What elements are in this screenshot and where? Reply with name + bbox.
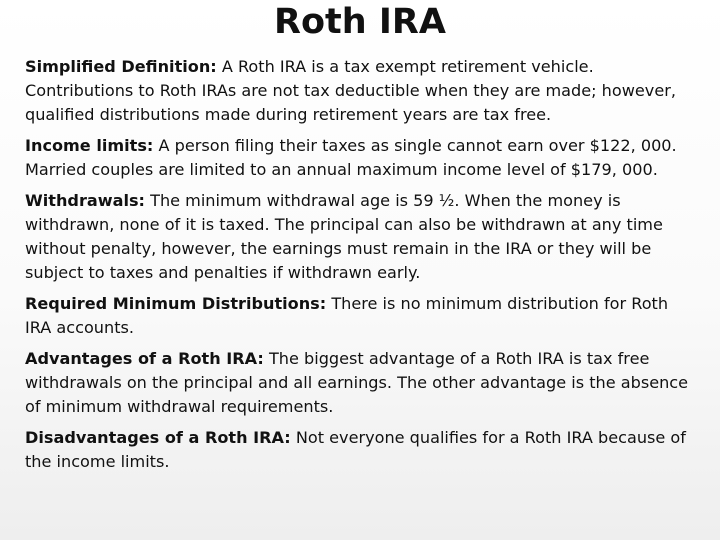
income-limits-text: A person filing their taxes as single cannot earn over $122, 000. Married couples are limited to an annual maximum income level of $179, 000. [25, 136, 677, 179]
rmd-term: Required Minimum Distributions: [25, 294, 327, 313]
disadvantages-paragraph [25, 426, 697, 474]
withdrawals-term: Withdrawals: [25, 191, 145, 210]
definition-text: A Roth IRA is a tax exempt retirement vehicle. Contributions to Roth IRAs are not tax deductible when they are made; however, qualified distributions made during retirement years are tax free. [25, 57, 676, 124]
rmd-paragraph [25, 292, 697, 340]
disadvantages-term: Disadvantages of a Roth IRA: [25, 428, 291, 447]
withdrawals-text: The minimum withdrawal age is 59 ½. When the money is withdrawn, none of it is taxed. The principal can also be withdrawn at any time without penalty, however, the earnings must remain in the IRA or they will be subject to taxes and penalties if withdrawn early. [25, 191, 663, 282]
income-limits-paragraph [25, 134, 697, 182]
definition-paragraph [25, 55, 697, 127]
advantages-paragraph [25, 347, 697, 419]
slide-title: Roth IRA [274, 2, 446, 42]
rmd-text: There is no minimum distribution for Roth IRA accounts. [25, 294, 669, 337]
slide-body [25, 55, 697, 481]
advantages-text: The biggest advantage of a Roth IRA is tax free withdrawals on the principal and all earnings. The other advantage is the absence of minimum withdrawal requirements. [25, 349, 689, 416]
definition-term: Simplified Definition: [25, 57, 217, 76]
withdrawals-paragraph [25, 189, 697, 285]
advantages-term: Advantages of a Roth IRA: [25, 349, 264, 368]
income-limits-term: Income limits: [25, 136, 154, 155]
disadvantages-text: Not everyone qualifies for a Roth IRA because of the income limits. [25, 428, 686, 471]
